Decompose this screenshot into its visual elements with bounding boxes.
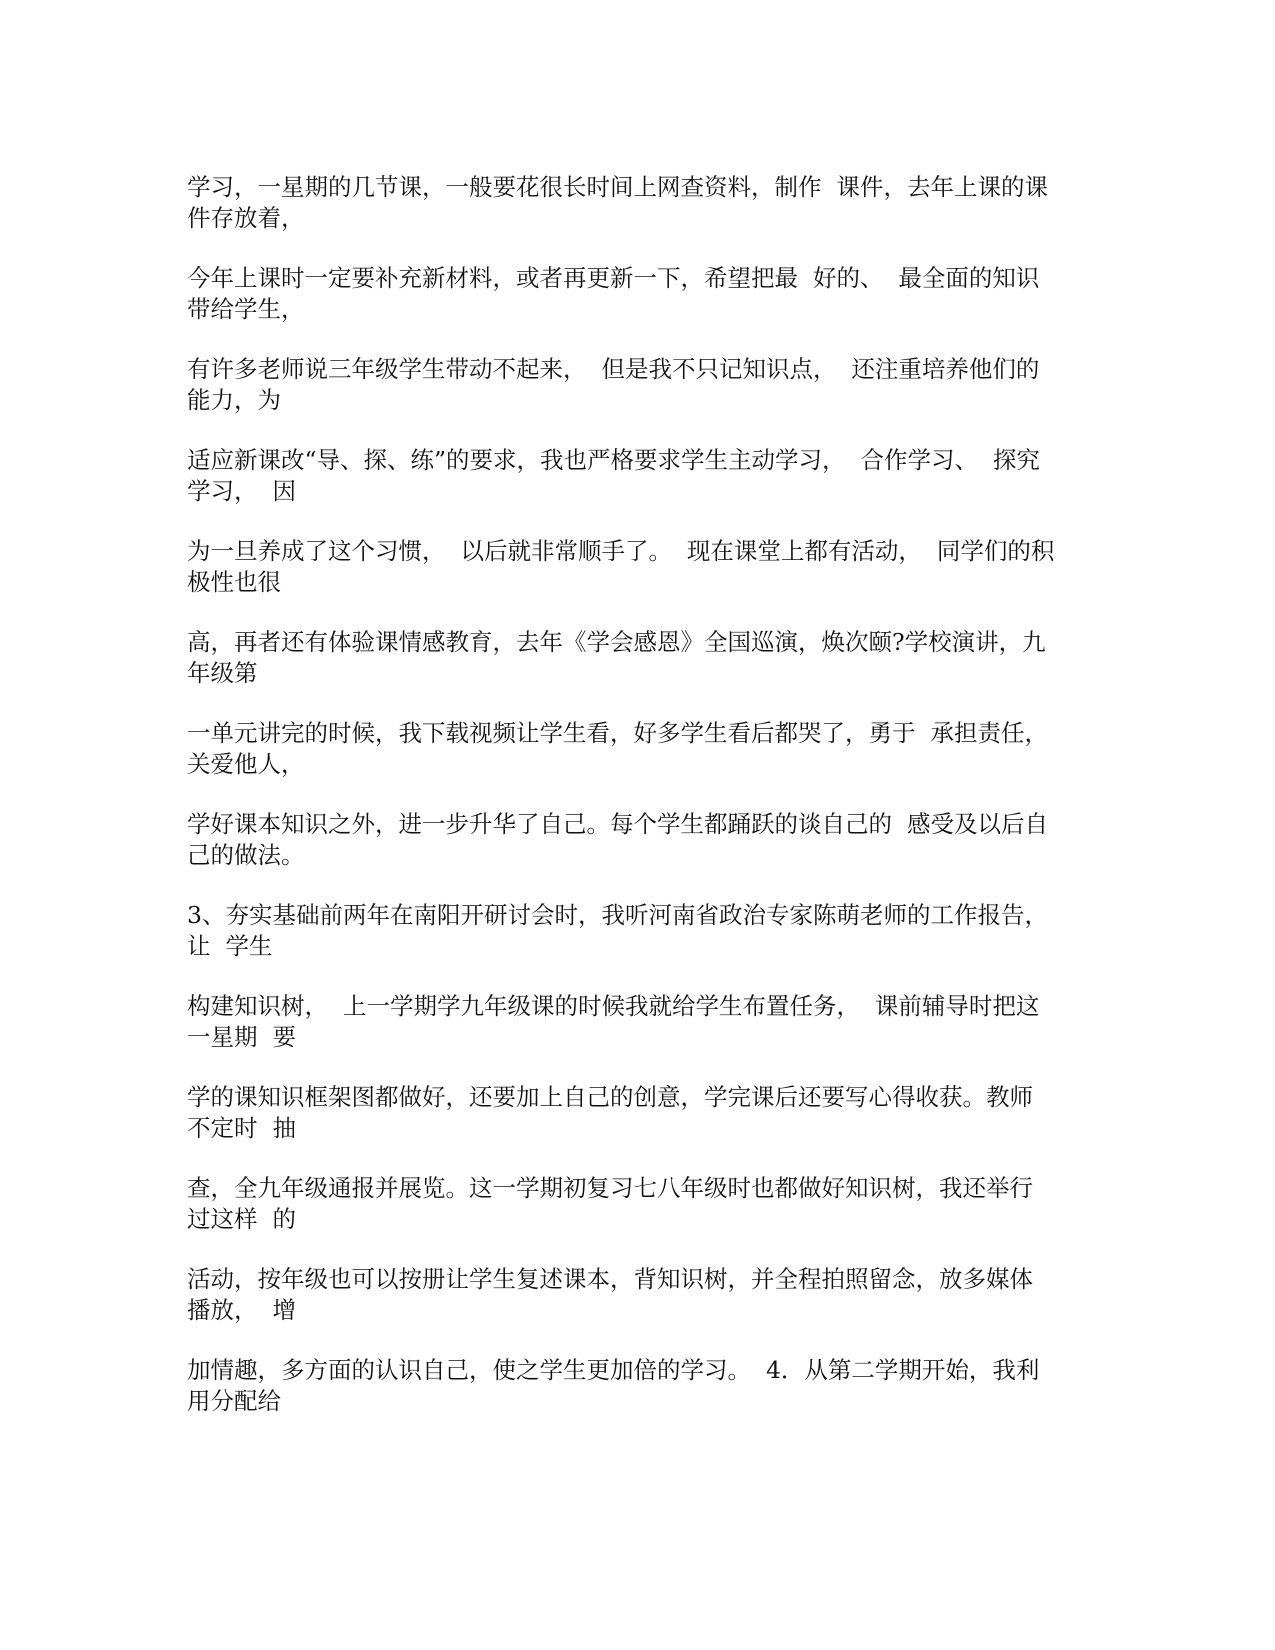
text-line: 学习，一星期的几节课，一般要花很长时间上网查资料，制作 课件，去年上课的课 <box>187 173 1048 201</box>
text-line: 年级第 <box>187 659 258 687</box>
paragraph-13 <box>187 1264 1097 1326</box>
text-line: 为一旦养成了这个习惯， 以后就非常顺手了。 现在课堂上都有活动， 同学们的积 <box>187 537 1055 565</box>
text-line: 高，再者还有体验课情感教育，去年《学会感恩》全国巡演，焕次颐?学校演讲，九 <box>187 628 1046 656</box>
paragraph-6 <box>187 627 1097 689</box>
paragraph-3 <box>187 354 1097 416</box>
text-line: 学的课知识框架图都做好，还要加上自己的创意，学完课后还要写心得收获。教师 <box>187 1083 1033 1111</box>
text-line: 构建知识树， 上一学期学九年级课的时候我就给学生布置任务， 课前辅导时把这 <box>187 992 1040 1020</box>
paragraph-14 <box>187 1355 1097 1417</box>
paragraph-7 <box>187 718 1097 780</box>
text-line: 让 学生 <box>187 932 273 960</box>
text-line: 关爱他人， <box>187 750 305 778</box>
text-line: 件存放着， <box>187 204 305 232</box>
text-line: 己的做法。 <box>187 841 305 869</box>
text-line: 过这样 的 <box>187 1205 296 1233</box>
text-line: 活动，按年级也可以按册让学生复述课本，背知识树，并全程拍照留念，放多媒体 <box>187 1265 1033 1293</box>
text-line: 带给学生， <box>187 295 305 323</box>
paragraph-5 <box>187 536 1097 598</box>
text-line: 查，全九年级通报并展览。这一学期初复习七八年级时也都做好知识树，我还举行 <box>187 1174 1033 1202</box>
text-line: 3、夯实基础前两年在南阳开研讨会时，我听河南省政治专家陈萌老师的工作报告， <box>187 901 1048 929</box>
paragraph-11 <box>187 1082 1097 1144</box>
text-line: 加情趣，多方面的认识自己，使之学生更加倍的学习。 4．从第二学期开始，我利 <box>187 1356 1040 1384</box>
text-line: 有许多老师说三年级学生带动不起来， 但是我不只记知识点， 还注重培养他们的 <box>187 355 1040 383</box>
paragraph-10 <box>187 991 1097 1053</box>
text-line: 今年上课时一定要补充新材料，或者再更新一下，希望把最 好的、 最全面的知识 <box>187 264 1040 292</box>
paragraph-12 <box>187 1173 1097 1235</box>
text-line: 播放， 增 <box>187 1296 296 1324</box>
text-line: 用分配给 <box>187 1387 281 1415</box>
text-line: 极性也很 <box>187 568 281 596</box>
paragraph-9 <box>187 900 1097 962</box>
paragraph-4 <box>187 445 1097 507</box>
text-line: 适应新课改“导、探、练”的要求，我也严格要求学生主动学习， 合作学习、 探究 <box>187 446 1040 474</box>
text-line: 学好课本知识之外，进一步升华了自己。每个学生都踊跃的谈自己的 感受及以后自 <box>187 810 1048 838</box>
text-line: 学习， 因 <box>187 477 296 505</box>
text-line: 不定时 抽 <box>187 1114 296 1142</box>
paragraph-2 <box>187 263 1097 325</box>
text-line: 一单元讲完的时候，我下载视频让学生看，好多学生看后都哭了，勇于 承担责任， <box>187 719 1048 747</box>
paragraph-1 <box>187 172 1097 234</box>
text-line: 一星期 要 <box>187 1023 296 1051</box>
document-body <box>187 172 1097 1446</box>
text-line: 能力，为 <box>187 386 281 414</box>
paragraph-8 <box>187 809 1097 871</box>
